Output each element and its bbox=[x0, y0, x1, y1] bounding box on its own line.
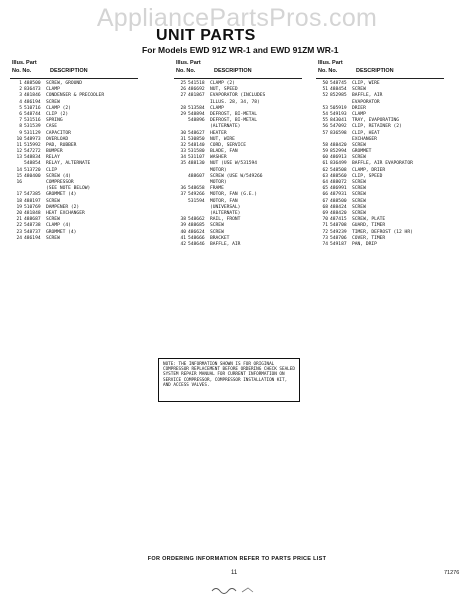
part-number: 548706 bbox=[330, 235, 347, 241]
part-description: COVER, TIMER bbox=[352, 235, 386, 241]
part-number: 549266 bbox=[188, 192, 205, 198]
part-number: 531594 bbox=[188, 198, 205, 204]
column-header bbox=[316, 60, 444, 79]
part-description: SCREW bbox=[352, 186, 366, 192]
illus-number: 19 bbox=[16, 204, 22, 210]
illus-number: 12 bbox=[16, 149, 22, 155]
part-description: SCREW bbox=[352, 87, 366, 93]
illus-number: 65 bbox=[322, 186, 328, 192]
illus-number: 4 bbox=[19, 99, 22, 105]
illus-number: 18 bbox=[16, 198, 22, 204]
illus-number: 26 bbox=[180, 87, 186, 93]
part-description: CLIP bbox=[46, 167, 58, 173]
page-subtitle: For Models EWD 91Z WR-1 and EWD 91ZM WR-1 bbox=[142, 45, 339, 55]
illus-number: 53 bbox=[322, 105, 328, 111]
part-description: SCREW bbox=[352, 204, 366, 210]
illus-number: 71 bbox=[322, 223, 328, 229]
part-number: 488500 bbox=[24, 81, 41, 86]
illus-number: 38 bbox=[180, 217, 186, 223]
illus-number: 55 bbox=[322, 118, 328, 124]
part-description: OVERLOAD bbox=[46, 136, 69, 142]
part-number: 548708 bbox=[330, 223, 347, 229]
part-description: EVAPORATOR bbox=[352, 99, 380, 105]
part-number: 486624 bbox=[188, 229, 205, 235]
illus-number: 58 bbox=[322, 142, 328, 148]
illus-number: 68 bbox=[322, 204, 328, 210]
part-description: DAMPENER (2) bbox=[46, 204, 80, 210]
part-number: 548662 bbox=[188, 217, 205, 223]
illus-number: 3 bbox=[19, 93, 22, 99]
part-number: 530850 bbox=[188, 136, 205, 142]
illus-number: 62 bbox=[322, 167, 328, 173]
part-description: BLADE, FAN bbox=[210, 149, 238, 155]
part-number: 488197 bbox=[24, 198, 41, 204]
part-number: 510716 bbox=[24, 105, 41, 111]
part-number: 548973 bbox=[24, 136, 41, 142]
illus-number: 74 bbox=[322, 241, 328, 247]
part-number: 541518 bbox=[188, 81, 205, 86]
part-description: DEFROST, BI-METAL bbox=[210, 118, 258, 124]
illus-number: 11 bbox=[16, 142, 22, 148]
part-description: SCREW bbox=[46, 198, 60, 204]
illus-number: 72 bbox=[322, 229, 328, 235]
part-description: BAFFLE, AIR EVAPORATOR bbox=[352, 161, 413, 167]
illus-number: 56 bbox=[322, 124, 328, 130]
illus-number: 61 bbox=[322, 161, 328, 167]
part-description: CLAMP bbox=[210, 105, 224, 111]
part-number: 488607 bbox=[188, 173, 205, 179]
illus-number: 70 bbox=[322, 217, 328, 223]
illus-number: 59 bbox=[322, 149, 328, 155]
part-description: SCREW (USE W/549266 bbox=[210, 173, 263, 179]
illus-number: 63 bbox=[322, 173, 328, 179]
part-description: SCREW bbox=[46, 99, 60, 105]
part-description: HEATER bbox=[210, 130, 227, 136]
part-description: CLAMP bbox=[46, 87, 60, 93]
watermark: AppliancePartsPros.com bbox=[96, 4, 378, 32]
parts-list bbox=[174, 81, 302, 248]
part-description: GROMMET (4) bbox=[46, 229, 77, 235]
part-description: SCREW bbox=[352, 142, 366, 148]
part-number: 852985 bbox=[330, 93, 347, 99]
part-description: CONDENSER & PRECOOLER bbox=[46, 93, 105, 99]
part-description: HEAT EXCHANGER bbox=[46, 210, 85, 216]
header-no: No. No. bbox=[176, 68, 196, 74]
illus-number: 7 bbox=[19, 118, 22, 124]
illus-number: 42 bbox=[180, 241, 186, 247]
illus-number: 54 bbox=[322, 111, 328, 117]
part-description: (SEE NOTE BELOW) bbox=[46, 186, 91, 192]
part-number: 548627 bbox=[188, 130, 205, 136]
illus-number: 57 bbox=[322, 130, 328, 136]
part-description: DEFROST, BI-METAL bbox=[210, 111, 258, 117]
illus-number: 67 bbox=[322, 198, 328, 204]
part-description: SCREW bbox=[352, 198, 366, 204]
part-number: 486692 bbox=[188, 87, 205, 93]
header-illus-part: Illus. Part bbox=[12, 60, 37, 66]
part-number: 486991 bbox=[330, 186, 347, 192]
part-description: PAD, RUBBER bbox=[46, 142, 77, 148]
part-number: 513584 bbox=[188, 105, 205, 111]
compressor-note: NOTE: THE INFORMATION SHOWN IS FOR ORIGINAL COMPRESSOR REPLACEMENT BEFORE ORDERING CHECK SEALED SYSTEM REPAIR MANUAL FOR CURRENT INFORMATION ON SERVICE COMPRESSOR, COMPRESSOR INSTALLATION KIT, AND ACCESS VALVES. bbox=[158, 358, 300, 402]
part-description: RAIL, FRONT bbox=[210, 217, 241, 223]
part-number: 486194 bbox=[24, 235, 41, 241]
part-number: 547272 bbox=[24, 149, 41, 155]
parts-list bbox=[316, 81, 444, 248]
part-description: SCREW bbox=[352, 192, 366, 198]
part-number: 513720 bbox=[24, 167, 41, 173]
part-number: 549193 bbox=[330, 111, 347, 117]
illus-number: 40 bbox=[180, 229, 186, 235]
part-description: CLIP, HEAT bbox=[352, 130, 380, 136]
illus-number: 10 bbox=[16, 136, 22, 142]
part-description: NUT (USE W/531594 bbox=[210, 161, 258, 167]
parts-column-3 bbox=[316, 60, 444, 248]
illus-number: 52 bbox=[322, 93, 328, 99]
part-description: GROMMET bbox=[352, 149, 372, 155]
part-number: 488420 bbox=[330, 142, 347, 148]
illus-number: 21 bbox=[16, 217, 22, 223]
part-description: SCREW bbox=[46, 235, 60, 241]
parts-list bbox=[10, 81, 138, 242]
part-number: 510769 bbox=[24, 204, 41, 210]
part-number: 515992 bbox=[24, 142, 41, 148]
part-number: 548854 bbox=[24, 161, 41, 167]
part-description: BRACKET bbox=[210, 235, 230, 241]
part-number: 487931 bbox=[330, 192, 347, 198]
part-description: ILLUS. 28, 34, 78) bbox=[210, 99, 260, 105]
part-number: 548737 bbox=[24, 229, 41, 235]
part-description: CLIP (2) bbox=[46, 111, 69, 117]
part-description: CLIP, SPEED bbox=[352, 173, 383, 179]
illus-number: 8 bbox=[19, 124, 22, 130]
part-number: 836473 bbox=[24, 87, 41, 93]
part-number: 843041 bbox=[330, 118, 347, 124]
illus-number: 51 bbox=[322, 87, 328, 93]
part-description: EVAPORATOR (INCLUDES bbox=[210, 93, 266, 99]
part-number: 488560 bbox=[330, 173, 347, 179]
part-description: CLAMP bbox=[352, 111, 366, 117]
illus-number: 1 bbox=[19, 81, 22, 86]
part-number: 852994 bbox=[330, 149, 347, 155]
illus-number: 6 bbox=[19, 111, 22, 117]
illus-number: 24 bbox=[16, 235, 22, 241]
part-row bbox=[316, 242, 444, 248]
part-description: RELAY, ALTERNATE bbox=[46, 161, 91, 167]
page-number: 11 bbox=[231, 570, 238, 576]
part-description: MOTOR) bbox=[210, 180, 227, 185]
part-description: MOTOR) bbox=[210, 167, 227, 173]
part-description: CASE bbox=[46, 124, 58, 130]
part-number: 548658 bbox=[188, 186, 205, 192]
header-illus-part: Illus. Part bbox=[318, 60, 343, 66]
part-description: SCREW bbox=[210, 223, 224, 229]
part-number: 548508 bbox=[330, 167, 347, 173]
part-number: 548666 bbox=[188, 235, 205, 241]
illus-number: 17 bbox=[16, 192, 22, 198]
part-number: 548744 bbox=[24, 111, 41, 117]
illus-number: 64 bbox=[322, 180, 328, 185]
illus-number: 27 bbox=[180, 93, 186, 99]
column-header bbox=[10, 60, 138, 79]
part-description: (ALTERNATE) bbox=[210, 210, 241, 216]
illus-number: 15 bbox=[16, 173, 22, 179]
part-description: BUMPER bbox=[46, 149, 63, 155]
illus-number: 5 bbox=[19, 105, 22, 111]
illus-number: 30 bbox=[180, 130, 186, 136]
part-number: 836598 bbox=[330, 130, 347, 136]
part-description: (ALTERNATE) bbox=[210, 124, 241, 130]
part-number: 547092 bbox=[330, 124, 347, 130]
illus-number: 20 bbox=[16, 210, 22, 216]
part-description: CLAMP (2) bbox=[46, 105, 71, 111]
part-description: (UNIVERSAL) bbox=[210, 204, 241, 210]
part-description: CLAMP (2) bbox=[210, 81, 235, 86]
illus-number: 2 bbox=[19, 87, 22, 93]
part-description: SCREW bbox=[210, 229, 224, 235]
part-description: TIMER, DEFROST (12 HR) bbox=[352, 229, 413, 235]
part-number: 488424 bbox=[330, 204, 347, 210]
part-number: 548894 bbox=[188, 111, 205, 117]
part-number: 531129 bbox=[24, 130, 41, 136]
part-description: BAFFLE, AIR bbox=[352, 93, 383, 99]
column-header bbox=[174, 60, 302, 79]
part-number: 488685 bbox=[188, 223, 205, 229]
header-illus-part: Illus. Part bbox=[176, 60, 201, 66]
part-description: NUT, SPEED bbox=[210, 87, 238, 93]
part-description: COMPRESSOR bbox=[46, 180, 74, 185]
part-description: CLAMP, DRIER bbox=[352, 167, 386, 173]
illus-number: 31 bbox=[180, 136, 186, 142]
header-description: DESCRIPTION bbox=[50, 68, 88, 74]
part-description: EXCHANGER bbox=[352, 136, 377, 142]
illus-number: 34 bbox=[180, 155, 186, 161]
part-description: CORD, SERVICE bbox=[210, 142, 246, 148]
illus-number: 32 bbox=[180, 142, 186, 148]
part-description: RELAY bbox=[46, 155, 60, 161]
part-number: 488420 bbox=[330, 210, 347, 216]
illus-number: 35 bbox=[180, 161, 186, 167]
part-number: 531539 bbox=[24, 124, 41, 130]
part-description: CAPACITOR bbox=[46, 130, 71, 136]
part-number: 548738 bbox=[24, 223, 41, 229]
header-description: DESCRIPTION bbox=[214, 68, 252, 74]
part-description: FRAME bbox=[210, 186, 224, 192]
part-description: BAFFLE, AIR bbox=[210, 241, 241, 247]
illus-number: 66 bbox=[322, 192, 328, 198]
illus-number: 23 bbox=[16, 229, 22, 235]
document-code: 71276 bbox=[444, 570, 460, 576]
part-number: 505919 bbox=[330, 105, 347, 111]
illus-number: 33 bbox=[180, 149, 186, 155]
illus-number: 36 bbox=[180, 186, 186, 192]
illus-number: 13 bbox=[16, 155, 22, 161]
parts-column-2 bbox=[174, 60, 302, 248]
part-description: MOTOR, FAN bbox=[210, 198, 238, 204]
illus-number: 50 bbox=[322, 81, 328, 86]
part-number: 548140 bbox=[188, 142, 205, 148]
page-edge-marks bbox=[210, 584, 270, 596]
part-number: 548834 bbox=[24, 155, 41, 161]
part-description: SCREW (4) bbox=[46, 173, 71, 179]
part-number: 549239 bbox=[330, 229, 347, 235]
part-number: 487415 bbox=[330, 217, 347, 223]
part-number: 481846 bbox=[24, 93, 41, 99]
part-description: CLIP, RETAINER (2) bbox=[352, 124, 402, 130]
part-description: MOTOR, FAN (G.E.) bbox=[210, 192, 258, 198]
header-no: No. No. bbox=[12, 68, 32, 74]
illus-number: 25 bbox=[180, 81, 186, 86]
illus-number: 41 bbox=[180, 235, 186, 241]
part-row bbox=[10, 236, 138, 242]
illus-number: 14 bbox=[16, 167, 22, 173]
part-number: 531107 bbox=[188, 155, 205, 161]
part-description: PAN, DRIP bbox=[352, 241, 377, 247]
part-number: 486194 bbox=[24, 99, 41, 105]
part-description: DRIER bbox=[352, 105, 366, 111]
illus-number: 16 bbox=[16, 180, 22, 185]
part-description: SPRING bbox=[46, 118, 63, 124]
illus-number: 37 bbox=[180, 192, 186, 198]
page-title: UNIT PARTS bbox=[156, 27, 256, 44]
part-number: 488072 bbox=[330, 180, 347, 185]
part-number: 548646 bbox=[188, 241, 205, 247]
part-number: 486913 bbox=[330, 155, 347, 161]
part-number: 548745 bbox=[330, 81, 347, 86]
part-row bbox=[174, 242, 302, 248]
part-number: 480400 bbox=[24, 173, 41, 179]
illus-number: 28 bbox=[180, 105, 186, 111]
part-number: 548896 bbox=[188, 118, 205, 124]
part-description: SCREW, PLATE bbox=[352, 217, 386, 223]
illus-number: 39 bbox=[180, 223, 186, 229]
illus-number: 73 bbox=[322, 235, 328, 241]
illus-number: 9 bbox=[19, 130, 22, 136]
part-number: 531516 bbox=[24, 118, 41, 124]
part-number: 481867 bbox=[188, 93, 205, 99]
part-number: 488454 bbox=[330, 87, 347, 93]
part-description: GROMMET (4) bbox=[46, 192, 77, 198]
part-description: GUARD, TIMER bbox=[352, 223, 386, 229]
part-number: 481848 bbox=[24, 210, 41, 216]
part-description: NUT, WIRE bbox=[210, 136, 235, 142]
part-description: SCREW bbox=[352, 180, 366, 185]
part-description: SCREW bbox=[352, 210, 366, 216]
part-number: 836499 bbox=[330, 161, 347, 167]
part-number: 531580 bbox=[188, 149, 205, 155]
part-description: SCREW bbox=[352, 155, 366, 161]
part-number: 488687 bbox=[24, 217, 41, 223]
part-description: SCREW, GROUND bbox=[46, 81, 82, 86]
part-description: TRAY, EVAPORATING bbox=[352, 118, 400, 124]
part-description: WASHER bbox=[210, 155, 227, 161]
part-number: 488500 bbox=[330, 198, 347, 204]
part-number: 547385 bbox=[24, 192, 41, 198]
illus-number: 60 bbox=[322, 155, 328, 161]
illus-number: 22 bbox=[16, 223, 22, 229]
part-description: CLIP, WIRE bbox=[352, 81, 380, 86]
ordering-footer: FOR ORDERING INFORMATION REFER TO PARTS PRICE LIST bbox=[147, 556, 327, 562]
parts-column-1 bbox=[10, 60, 138, 242]
part-number: 549187 bbox=[330, 241, 347, 247]
illus-number: 69 bbox=[322, 210, 328, 216]
header-description: DESCRIPTION bbox=[356, 68, 394, 74]
illus-number: 29 bbox=[180, 111, 186, 117]
part-number: 488130 bbox=[188, 161, 205, 167]
part-description: SCREW bbox=[46, 217, 60, 223]
part-description: CLAMP (4) bbox=[46, 223, 71, 229]
header-no: No. No. bbox=[318, 68, 338, 74]
